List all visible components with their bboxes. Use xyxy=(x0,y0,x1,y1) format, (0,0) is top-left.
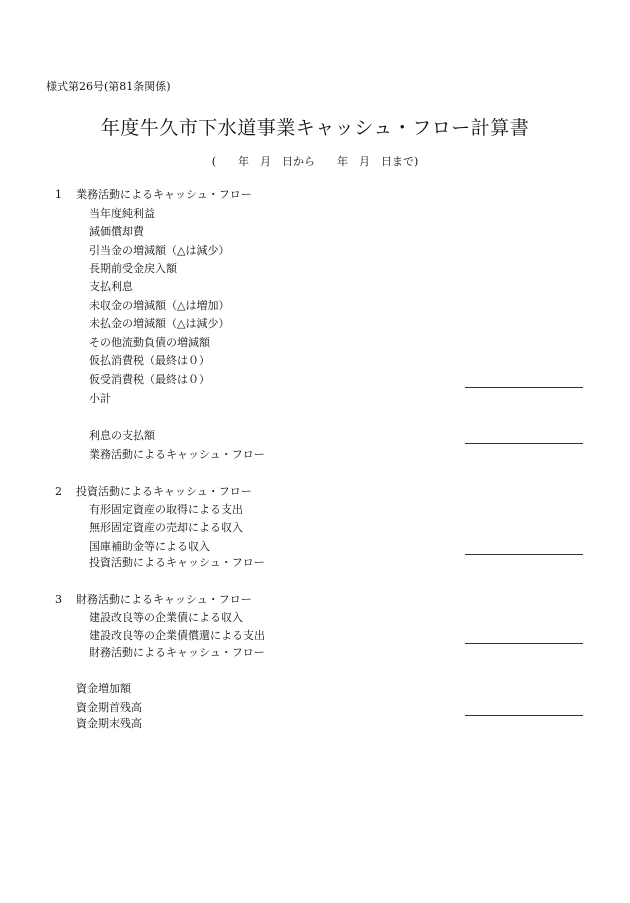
total-rule xyxy=(465,443,583,444)
line-item-interest-paid: 利息の支払額 xyxy=(89,429,155,442)
line-item-net-income: 当年度純利益 xyxy=(89,207,155,220)
section-number: 1 xyxy=(55,188,62,201)
line-item-allowance-change: 引当金の増減額（△は減少） xyxy=(89,244,230,257)
line-item-receivables-change: 未収金の増減額（△は増加） xyxy=(89,299,230,312)
fiscal-period: ( 年 月 日から 年 月 日まで) xyxy=(211,155,419,168)
line-item-cash-increase: 資金増加額 xyxy=(76,682,131,695)
line-item-long-term-deferred-revenue: 長期前受金戻入額 xyxy=(89,262,177,275)
line-item-operating-total: 業務活動によるキャッシュ・フロー xyxy=(89,448,265,461)
line-item-payables-change: 未払金の増減額（△は減少） xyxy=(89,317,230,330)
line-item-subtotal: 小計 xyxy=(89,392,111,405)
line-item-national-subsidy: 国庫補助金等による収入 xyxy=(89,540,210,553)
line-item-tangible-asset-acquisition: 有形固定資産の取得による支出 xyxy=(89,503,243,516)
line-item-intangible-asset-sale: 無形固定資産の売却による収入 xyxy=(89,521,243,534)
total-rule xyxy=(465,554,583,555)
line-item-cash-beginning: 資金期首残高 xyxy=(76,701,142,714)
document-title: 年度牛久市下水道事業キャッシュ・フロー計算書 xyxy=(100,117,530,139)
line-item-provisional-consumption-tax-paid: 仮払消費税（最終は０） xyxy=(89,354,210,367)
section-number: 2 xyxy=(55,485,62,498)
line-item-other-current-liabilities: その他流動負債の増減額 xyxy=(89,336,210,349)
line-item-depreciation: 減価償却費 xyxy=(89,225,144,238)
line-item-cash-ending: 資金期末残高 xyxy=(76,717,142,730)
form-number: 様式第26号(第81条関係) xyxy=(46,80,171,93)
line-item-provisional-consumption-tax-received: 仮受消費税（最終は０） xyxy=(89,373,210,386)
section-heading: 財務活動によるキャッシュ・フロー xyxy=(76,593,252,606)
line-item-bond-issuance: 建設改良等の企業債による収入 xyxy=(89,611,243,624)
section-number: 3 xyxy=(55,593,62,606)
section-heading: 投資活動によるキャッシュ・フロー xyxy=(76,485,252,498)
subtotal-rule xyxy=(465,387,583,388)
total-rule xyxy=(465,715,583,716)
total-rule xyxy=(465,643,583,644)
line-item-interest-expense: 支払利息 xyxy=(89,280,133,293)
line-item-bond-redemption: 建設改良等の企業債償還による支出 xyxy=(89,629,265,642)
line-item-investing-total: 投資活動によるキャッシュ・フロー xyxy=(89,556,265,569)
section-heading: 業務活動によるキャッシュ・フロー xyxy=(76,188,252,201)
line-item-financing-total: 財務活動によるキャッシュ・フロー xyxy=(89,646,265,659)
